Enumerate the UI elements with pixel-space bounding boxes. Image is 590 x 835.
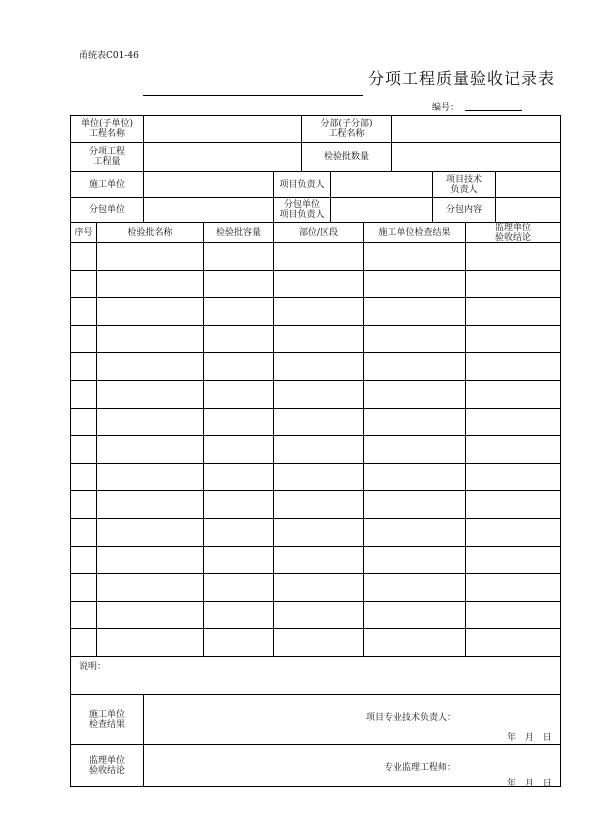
construction-check-date: 年 月 日 bbox=[507, 733, 552, 743]
inspection-lot-count-field[interactable] bbox=[392, 143, 560, 171]
subcontract-content-field[interactable] bbox=[496, 198, 560, 222]
inspection-lot-table-body[interactable] bbox=[71, 243, 560, 656]
column-header-lot-capacity: 检验批容量 bbox=[215, 227, 261, 238]
construction-unit-field[interactable] bbox=[144, 172, 273, 197]
supervisor-signature-label: 专业监理工程师： bbox=[384, 763, 457, 773]
label-construction-check: 施工单位 检查结果 bbox=[88, 709, 125, 730]
label-project-manager: 项目负责人 bbox=[279, 179, 325, 190]
form-number-field[interactable] bbox=[465, 110, 522, 111]
tech-lead-signature-label: 项目专业技术负责人： bbox=[366, 713, 457, 723]
column-header-lot-name: 检验批名称 bbox=[127, 227, 173, 238]
subitem-quantity-field[interactable] bbox=[144, 143, 301, 171]
label-supervision-conclusion: 监理单位 验收结论 bbox=[88, 755, 125, 776]
column-header-supervision-conclusion: 监理单位 验收结论 bbox=[494, 222, 531, 243]
label-subitem-quantity: 分项工程 工程量 bbox=[88, 147, 125, 167]
label-subcontract-content: 分包内容 bbox=[445, 205, 482, 215]
label-subcontractor: 分包单位 bbox=[88, 205, 125, 215]
form-number-label: 编号： bbox=[432, 103, 460, 113]
label-division-project-name: 分部(子分部) 工程名称 bbox=[320, 119, 373, 139]
label-project-tech-lead: 项目技术 负责人 bbox=[445, 174, 482, 195]
title-underline bbox=[143, 95, 363, 96]
unit-project-name-field[interactable] bbox=[144, 116, 301, 142]
form-code: 甬统表C01-46 bbox=[79, 51, 139, 61]
label-inspection-lot-count: 检验批数量 bbox=[323, 152, 369, 162]
label-unit-project-name: 单位(子单位) 工程名称 bbox=[80, 119, 134, 139]
project-tech-lead-field[interactable] bbox=[496, 172, 560, 197]
remarks-label: 说明： bbox=[79, 662, 107, 672]
column-header-construction-result: 施工单位检查结果 bbox=[378, 227, 451, 238]
project-manager-field[interactable] bbox=[331, 172, 432, 197]
remarks-field[interactable] bbox=[71, 672, 560, 694]
subcontractor-field[interactable] bbox=[144, 198, 273, 222]
form-title: 分项工程质量验收记录表 bbox=[368, 69, 556, 88]
supervision-date: 年 月 日 bbox=[507, 779, 552, 789]
label-construction-unit: 施工单位 bbox=[88, 179, 125, 190]
division-project-name-field[interactable] bbox=[392, 116, 560, 142]
column-header-serial: 序号 bbox=[74, 227, 93, 238]
column-header-location: 部位/区段 bbox=[298, 227, 339, 238]
label-subcontractor-manager: 分包单位 项目负责人 bbox=[279, 200, 325, 220]
subcontractor-manager-field[interactable] bbox=[331, 198, 432, 222]
